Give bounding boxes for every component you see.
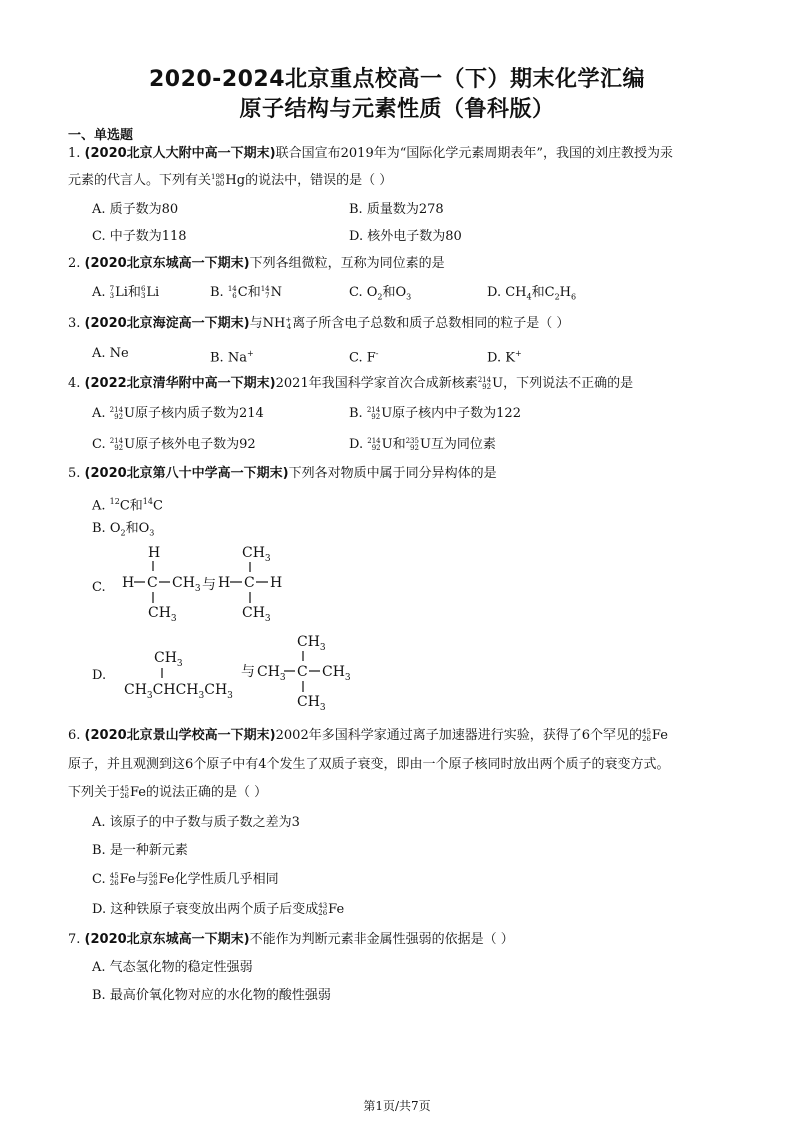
q1-option-d: D. 核外电子数为80 xyxy=(349,229,462,244)
svg-text:C: C xyxy=(244,575,255,591)
doc-title-line2: 原子结构与元素性质（鲁科版） xyxy=(239,97,555,122)
q5-option-b: B. $O_2$和$O_3$ xyxy=(92,521,155,538)
q3-option-a: A. Ne xyxy=(92,346,129,361)
svg-text:与: 与 xyxy=(202,577,216,593)
svg-text:H: H xyxy=(122,575,135,591)
q1-option-c: C. 中子数为118 xyxy=(92,229,187,244)
svg-text:CH3: $CH_3$ xyxy=(297,634,326,653)
q4-option-a: A. 214 92 U原子核内质子数为214 xyxy=(92,405,264,421)
svg-text:H: H xyxy=(148,545,161,561)
q5-option-c-label: C. xyxy=(92,580,106,595)
q6-line1: 6. (2020北京景山学校高一下期末)2002年多国科学家通过离子加速器进行实验，获得了6个罕见的 45 26 Fe xyxy=(68,727,668,743)
q3-option-c: C. F- xyxy=(349,349,379,366)
q5-option-c-structure xyxy=(118,543,308,625)
q2-option-d: D. $CH_4$和$C_2H_6$ xyxy=(487,285,577,302)
svg-text:C: C xyxy=(297,664,308,680)
svg-text:CH3: $CH_3$ xyxy=(148,605,177,624)
q2-option-c: C. $O_2$和$O_3$ xyxy=(349,285,412,302)
q6-option-c: C. 45 26 Fe与 56 26 Fe化学性质几乎相同 xyxy=(92,871,279,887)
q1-option-b: B. 质量数为278 xyxy=(349,202,444,217)
q4-option-d: D. 214 92 U和 235 92 U互为同位素 xyxy=(349,436,496,452)
q4-option-b: B. 214 92 U原子核内中子数为122 xyxy=(349,405,521,421)
q1-option-a: A. 质子数为80 xyxy=(92,202,179,217)
svg-text:CH3: $CH_3$ xyxy=(242,545,271,564)
q2-option-b: B. 14 6 C和 14 7 N xyxy=(210,284,283,300)
q1-line1: 1. (2020北京人大附中高一下期末)联合国宣布2019年为“国际化学元素周期表年”，我国的刘庄教授为汞 xyxy=(68,146,674,161)
q3-option-d: D. K+ xyxy=(487,349,522,366)
svg-text:CH3CHCH3CH3: $CH_3CHCH_3CH_3$ xyxy=(124,682,233,701)
q7-option-b: B. 最高价氧化物对应的水化物的酸性强弱 xyxy=(92,988,331,1003)
q3-line: 3. (2020北京海淀高一下期末)与NH + 4 离子所含电子总数和质子总数相同的粒子是（ ） xyxy=(68,315,570,331)
svg-text:C: C xyxy=(147,575,158,591)
q4-option-c: C. 214 92 U原子核外电子数为92 xyxy=(92,436,256,452)
q4-line: 4. (2022北京清华附中高一下期末)2021年我国科学家首次合成新核素 214 92 U，下列说法不正确的是 xyxy=(68,375,634,391)
svg-text:H: H xyxy=(218,575,231,591)
svg-text:与: 与 xyxy=(241,664,255,680)
q7-line: 7. (2020北京东城高一下期末)不能作为判断元素非金属性强弱的依据是（ ） xyxy=(68,932,514,947)
svg-text:CH3: $CH_3$ xyxy=(172,575,201,594)
q7-option-a: A. 气态氢化物的稳定性强弱 xyxy=(92,960,253,975)
q2-line: 2. (2020北京东城高一下期末)下列各组微粒，互称为同位素的是 xyxy=(68,256,445,271)
svg-text:CH3: $CH_3$ xyxy=(322,664,351,683)
q5-line: 5. (2020北京第八十中学高一下期末)下列各对物质中属于同分异构体的是 xyxy=(68,466,497,481)
q6-option-b: B. 是一种新元素 xyxy=(92,843,188,858)
svg-text:CH3: $CH_3$ xyxy=(242,605,271,624)
q5-option-d-label: D. xyxy=(92,668,107,683)
svg-text:CH3: $CH_3$ xyxy=(154,650,183,669)
svg-text:H: H xyxy=(270,575,283,591)
q6-option-a: A. 该原子的中子数与质子数之差为3 xyxy=(92,815,300,830)
q5-option-d-structure xyxy=(120,632,370,712)
svg-text:CH3: $CH_3$ xyxy=(297,694,326,712)
q6-line3: 下列关于 45 26 Fe的说法正确的是（ ） xyxy=(68,784,268,800)
q1-line2: 元素的代言人。下列有关 198 80 Hg的说法中，错误的是（ ） xyxy=(68,172,393,188)
svg-text:CH3: $CH_3$ xyxy=(257,664,286,683)
q6-line2: 原子，并且观测到这6个原子中有4个发生了双质子衰变，即由一个原子核同时放出两个质子的衰变方式。 xyxy=(68,757,670,772)
page-footer: 第1页/共7页 xyxy=(363,1099,431,1113)
section-heading: 一、单选题 xyxy=(68,128,134,143)
q3-option-b: B. Na+ xyxy=(210,349,254,366)
q2-option-a: A. 7 3 Li和 6 3 Li xyxy=(92,284,160,300)
doc-title-line1: 2020-2024北京重点校高一（下）期末化学汇编 xyxy=(148,67,646,92)
q6-option-d: D. 这种铁原子衰变放出两个质子后变成 43 26 Fe xyxy=(92,901,345,917)
q5-option-a: A. $^{12}$C和$^{14}$C xyxy=(92,497,163,514)
